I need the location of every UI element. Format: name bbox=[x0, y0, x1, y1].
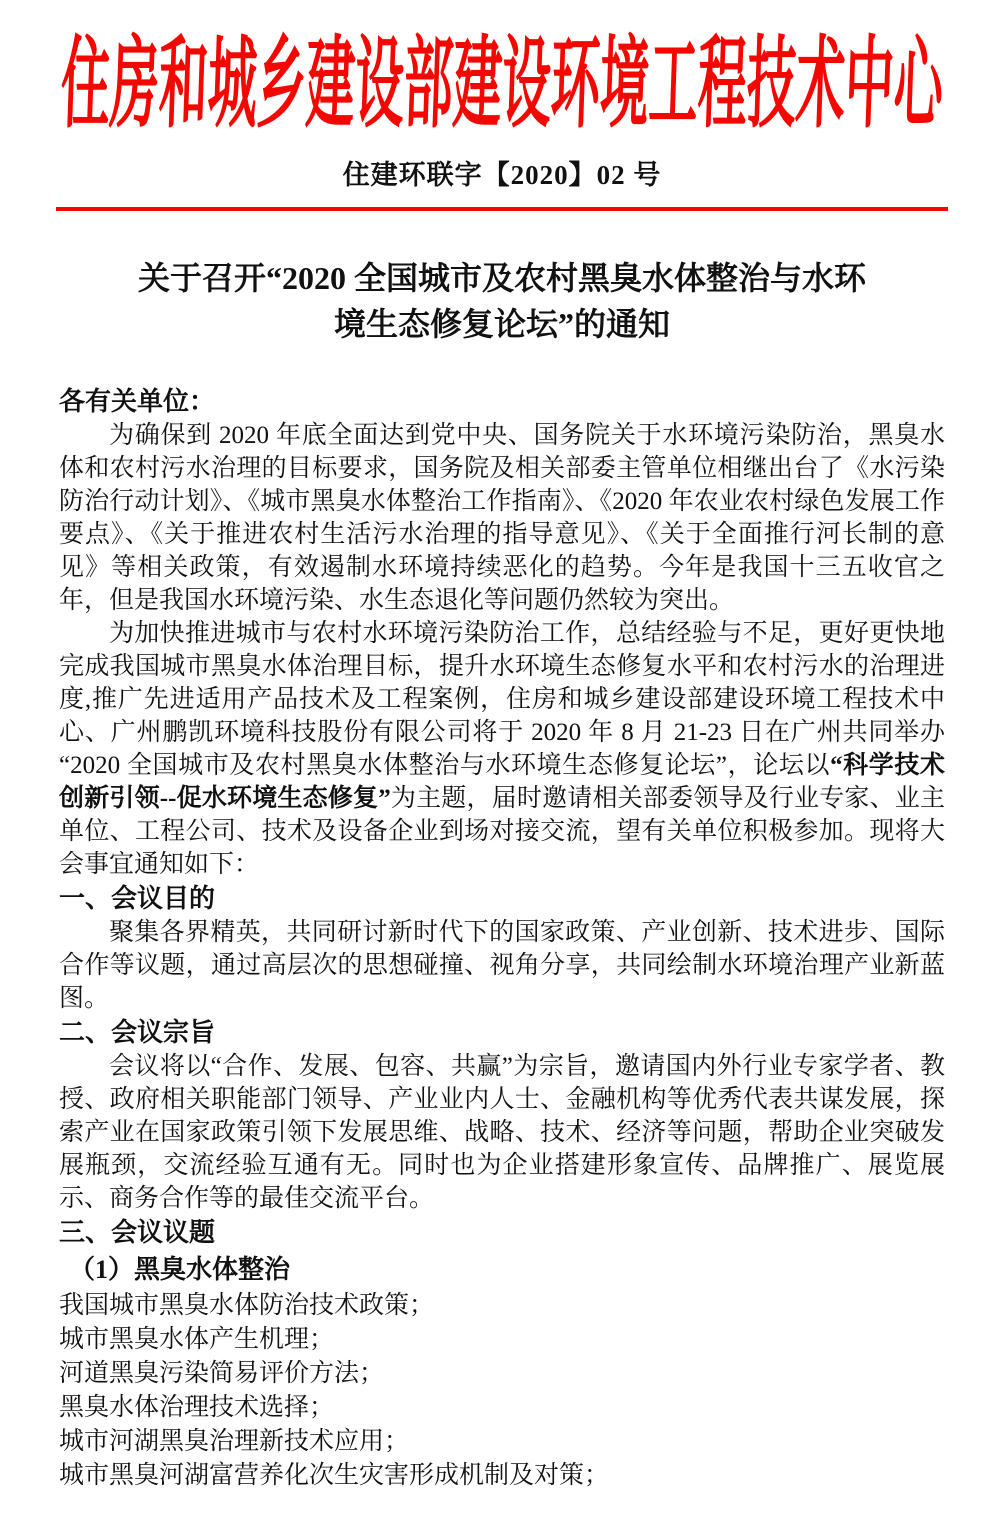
letterhead bbox=[0, 29, 1004, 211]
org-title-text: 住房和城乡建设部建设环境工程技术中心 bbox=[59, 29, 945, 140]
topic-item: 城市黑臭水体产生机理； bbox=[59, 1326, 335, 1353]
topic-item: 我国城市黑臭水体防治技术政策； bbox=[59, 1292, 435, 1319]
salutation: 各有关单位： bbox=[59, 387, 216, 416]
section-heading-purpose: 一、会议目的 bbox=[59, 884, 216, 913]
paragraph-forum-text-after: 为主题，届时邀请相关部委领导及行业专家、业主单位、工程公司、技术及设备企业到场对接交流，望有关单位积极参加。现将大会事宜通知如下： bbox=[59, 785, 945, 878]
notice-title-line1: 关于召开“2020 全国城市及农村黑臭水体整治与水环 bbox=[137, 260, 866, 296]
topic-item: 城市黑臭河湖富营养化次生灾害形成机制及对策； bbox=[59, 1462, 610, 1489]
topic-item: 黑臭水体治理技术选择； bbox=[59, 1394, 335, 1421]
org-title-banner bbox=[0, 29, 1004, 140]
red-divider bbox=[56, 207, 948, 211]
section-heading-tenet: 二、会议宗旨 bbox=[59, 1018, 216, 1047]
notice-title-line2: 境生态修复论坛”的通知 bbox=[333, 306, 670, 342]
notice-title bbox=[59, 255, 945, 347]
paragraph-background: 为确保到 2020 年底全面达到党中央、国务院关于水环境污染防治，黑臭水体和农村污水治理的目标要求，国务院及相关部委主管单位相继出台了《水污染防治行动计划》、《城市黑臭水体整治工作指南》、《2020 年农业农村绿色发展工作要点》、《关于推进农村生活污水治理的指导意见》、《关于全面推行河长制的意见》等相关政策，有效遏制水环境持续恶化的趋势。今年是我国十三五收官之年，但是我国水环境污染、水生态退化等问题仍然较为突出。 bbox=[59, 422, 945, 614]
subheading-black-odorous-water: （1）黑臭水体整治 bbox=[69, 1255, 291, 1284]
section-body-purpose: 聚集各界精英，共同研讨新时代下的国家政策、产业创新、技术进步、国际合作等议题，通过高层次的思想碰撞、视角分享，共同绘制水环境治理产业新蓝图。 bbox=[59, 919, 945, 1012]
topic-item: 城市河湖黑臭治理新技术应用； bbox=[59, 1428, 410, 1455]
forum-theme-bold: “科学技术创新引领--促水环境生态修复” bbox=[59, 752, 945, 812]
topic-item: 河道黑臭污染简易评价方法； bbox=[59, 1360, 385, 1387]
doc-number: 住建环联字【2020】02 号 bbox=[342, 160, 662, 190]
document-body bbox=[0, 255, 1004, 1493]
paragraph-forum-text-before: 为加快推进城市与农村水环境污染防治工作，总结经验与不足，更好更快地完成我国城市黑臭水体治理目标，提升水环境生态修复水平和农村污水的治理进度,推广先进适用产品技术及工程案例，住房和城乡建设部建设环境工程技术中心、广州鹏凯环境科技股份有限公司将于 2020 年 8 月 21-23 日在广州共同举办“2020 全国城市及农村黑臭水体整治与水环境生态修复论坛”，论坛以 bbox=[59, 620, 945, 779]
section-heading-topics: 三、会议议题 bbox=[59, 1218, 216, 1247]
section-body-tenet: 会议将以“合作、发展、包容、共赢”为宗旨，邀请国内外行业专家学者、教授、政府相关职能部门领导、产业业内人士、金融机构等优秀代表共谋发展，探索产业在国家政策引领下发展思维、战略、技术、经济等问题，帮助企业突破发展瓶颈，交流经验互通有无。同时也为企业搭建形象宣传、品牌推广、展览展示、商务合作等的最佳交流平台。 bbox=[59, 1053, 945, 1212]
paragraph-forum-announcement bbox=[59, 617, 945, 881]
